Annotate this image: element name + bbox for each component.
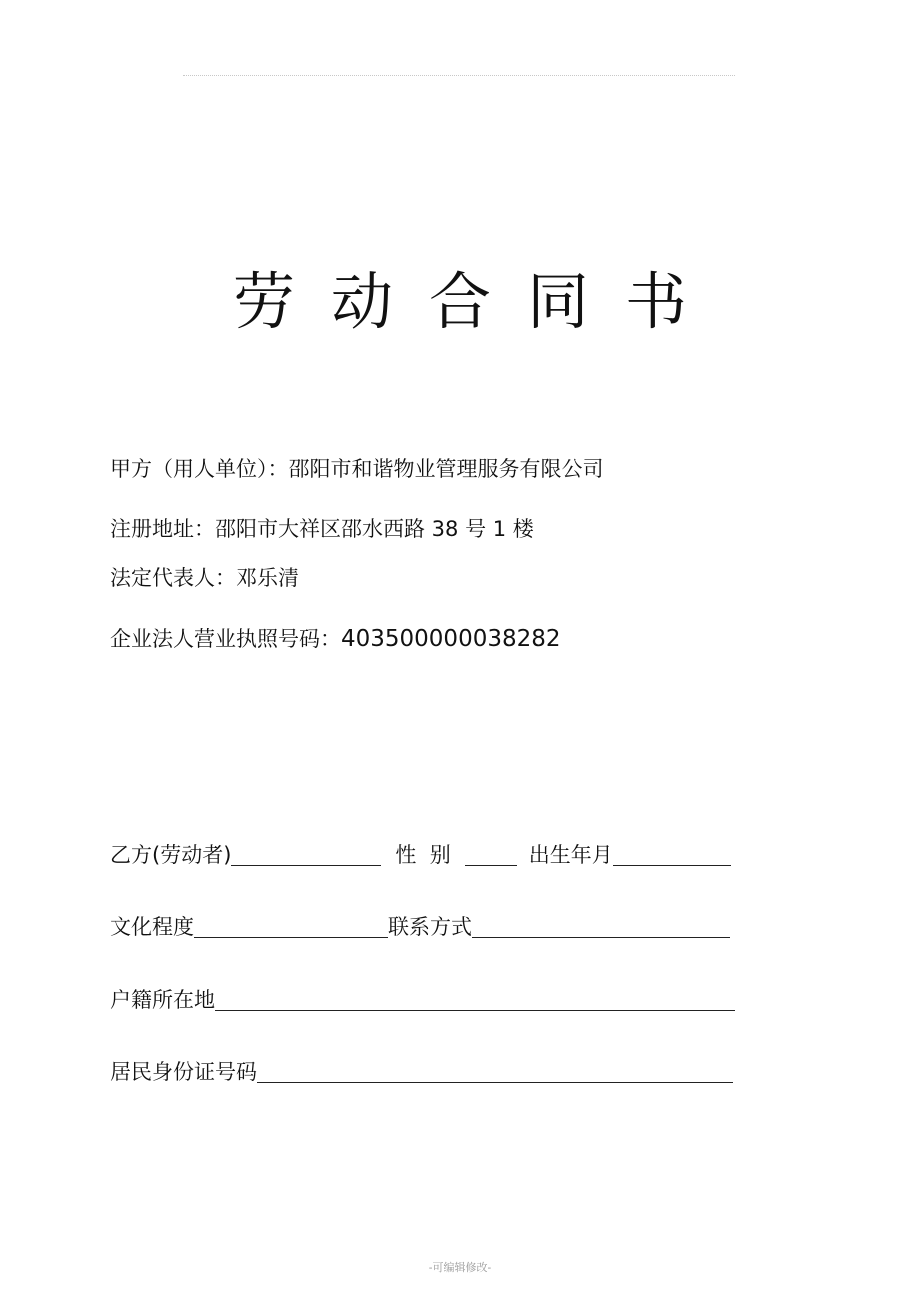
- header-dotted-rule: [183, 75, 735, 76]
- footer-note: -可编辑修改-: [428, 1261, 492, 1274]
- party-a-rep-line: [110, 563, 299, 593]
- id-number-blank[interactable]: [257, 1060, 733, 1083]
- id-number-label: 居民身份证号码: [110, 1060, 257, 1084]
- birth-label: 出生年月: [528, 843, 613, 867]
- party-a-name-label: 甲方（用人单位）：: [110, 457, 289, 481]
- party-b-row-3: [110, 983, 740, 1015]
- party-a-rep-value: 邓乐清: [236, 566, 299, 590]
- education-label: 文化程度: [110, 915, 194, 939]
- party-a-rep-label: 法定代表人：: [110, 566, 236, 590]
- party-a-address-line: [110, 514, 534, 544]
- party-a-name-line: [110, 454, 604, 484]
- party-b-row-1: [110, 838, 740, 870]
- party-a-address-value: 邵阳市大祥区邵水西路 38 号 1 楼: [215, 517, 534, 541]
- party-a-address-label: 注册地址：: [110, 517, 215, 541]
- gender-label: 性 别: [395, 843, 451, 867]
- party-a-license-value: 403500000038282: [341, 626, 561, 652]
- party-a-name-value: 邵阳市和谐物业管理服务有限公司: [288, 457, 604, 481]
- gender-blank[interactable]: [465, 843, 517, 866]
- party-b-row-2: [110, 910, 740, 942]
- party-a-license-line: [110, 624, 561, 654]
- contact-blank[interactable]: [472, 915, 730, 938]
- party-b-row-4: [110, 1055, 740, 1087]
- party-a-license-label: 企业法人营业执照号码：: [110, 627, 341, 651]
- birth-blank[interactable]: [613, 843, 731, 866]
- worker-name-blank[interactable]: [231, 843, 381, 866]
- worker-label: 乙方(劳动者): [110, 843, 232, 867]
- document-title: 劳动合同书: [232, 265, 723, 338]
- education-blank[interactable]: [194, 915, 388, 938]
- household-label: 户籍所在地: [110, 988, 215, 1012]
- household-blank[interactable]: [215, 988, 735, 1011]
- contact-label: 联系方式: [388, 915, 472, 939]
